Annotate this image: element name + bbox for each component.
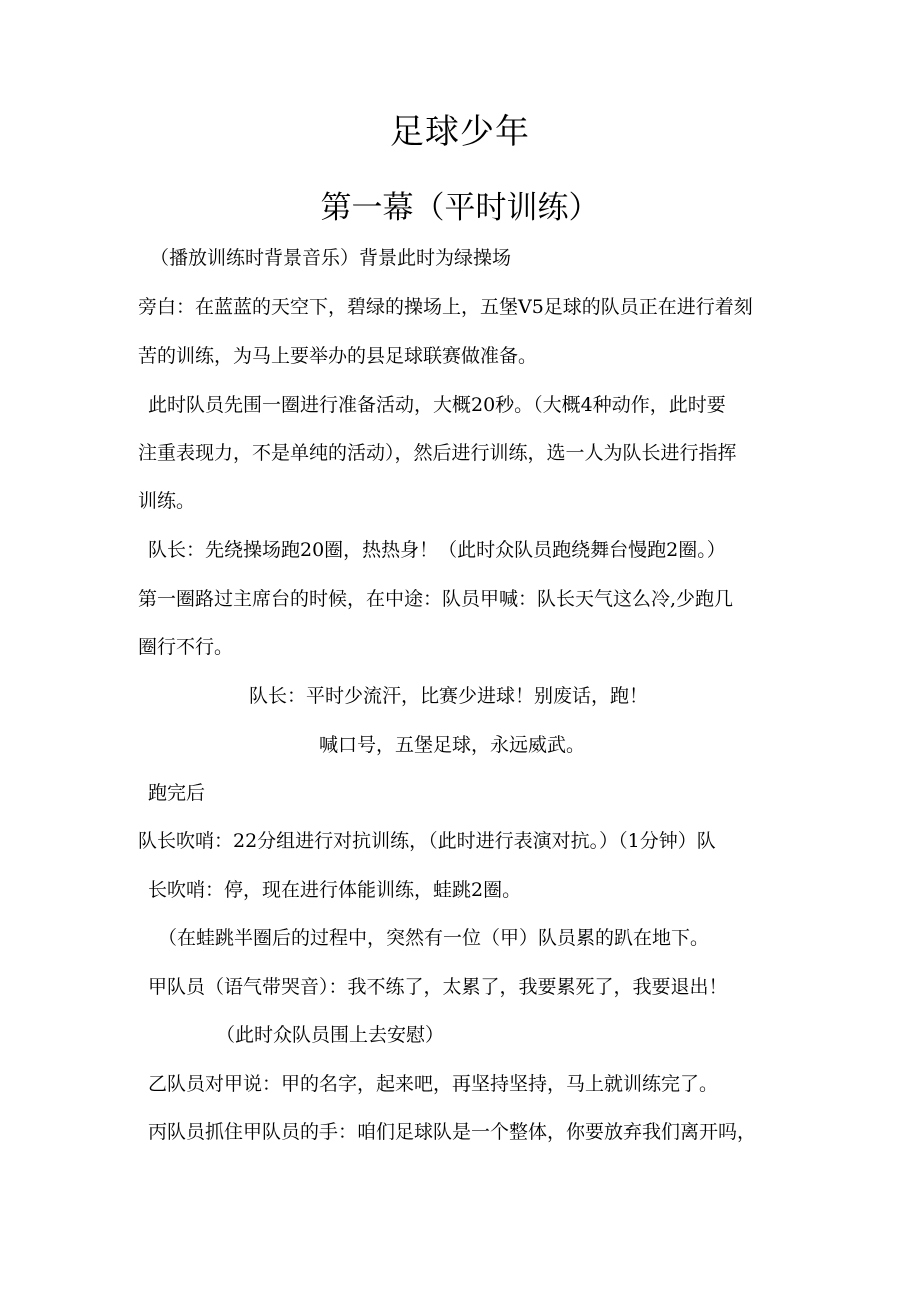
chant-line: 喊口号，五堡足球，永远威武。	[319, 734, 586, 756]
dialogue-line: 丙队员抓住甲队员的手：咱们足球队是一个整体，你要放弃我们离开吗，	[148, 1121, 757, 1143]
stage-direction-line: （此时众队员围上去安慰）	[216, 1024, 445, 1046]
narration-line: 旁白：在蓝蓝的天空下，碧绿的操场上，五堡V5足球的队员正在进行着刻	[138, 296, 753, 318]
stage-direction-line: 跑完后	[148, 782, 206, 804]
stage-direction-line: 此时队员先围一圈进行准备活动，大概20秒。（大概4种动作，此时要	[148, 394, 726, 416]
dialogue-line: 队长吹哨：22分组进行对抗训练，（此时进行表演对抗。）（1分钟）队	[138, 830, 716, 852]
dialogue-line: 甲队员（语气带哭音）：我不练了，太累了，我要累死了，我要退出！	[148, 976, 728, 998]
stage-direction-line: （在蛙跳半圈后的过程中，突然有一位（甲）队员累的趴在地下。	[158, 927, 710, 949]
dialogue-line: 乙队员对甲说：甲的名字，起来吧，再坚持坚持，马上就训练完了。	[148, 1073, 719, 1095]
document-title: 足球少年	[390, 112, 530, 152]
stage-direction-line: （播放训练时背景音乐）背景此时为绿操场	[150, 247, 512, 269]
act-heading: 第一幕（平时训练）	[320, 190, 600, 226]
dialogue-line: 圈行不行。	[138, 636, 234, 658]
dialogue-line: 长吹哨：停，现在进行体能训练，蛙跳2圈。	[148, 879, 522, 901]
narration-line: 苦的训练，为马上要举办的县足球联赛做准备。	[138, 345, 538, 367]
dialogue-line: 队长：先绕操场跑20圈，热热身！（此时众队员跑绕舞台慢跑2圈。）	[148, 539, 726, 561]
dialogue-line: 队长：平时少流汗，比赛少进球！别废话，跑！	[249, 685, 649, 707]
dialogue-line: 第一圈路过主席台的时候，在中途：队员甲喊：队长天气这么冷,少跑几	[138, 588, 734, 610]
stage-direction-line: 训练。	[138, 490, 196, 512]
stage-direction-line: 注重表现力，不是单纯的活动），然后进行训练，选一人为队长进行指挥	[138, 442, 737, 464]
